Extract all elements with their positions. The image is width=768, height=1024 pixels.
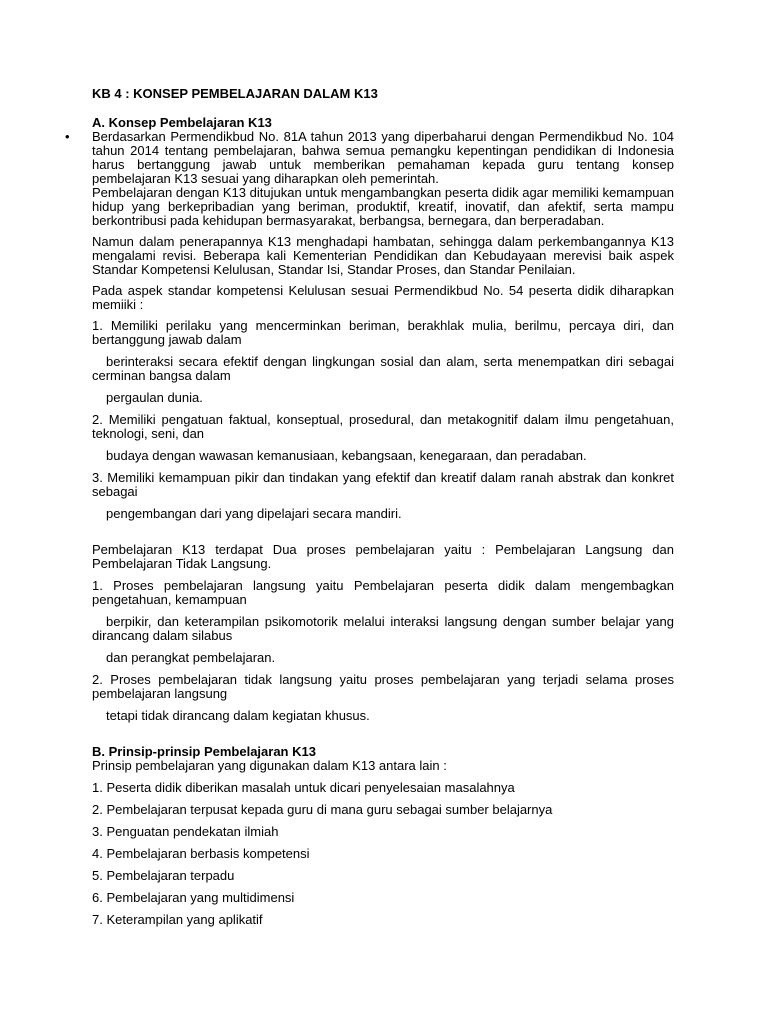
list-item: 6. Pembelajaran yang multidimensi [92,890,295,905]
section-b-heading: B. Prinsip-prinsip Pembelajaran K13 [92,744,316,759]
paragraph: Berdasarkan Permendikbud No. 81A tahun 2013 yang diperbaharui dengan Permendikbud No. 104 tahun 2014 tentang pembelajaran, bahwa semua pemangku kepentingan pendidikan di Indonesia harus bertanggung jawab untuk memberikan pemahaman kepada guru tentang konsep pembelajaran K13 sesuai yang diharapkan oleh pemerintah. [92,129,674,186]
list-item: 2. Proses pembelajaran tidak langsung yaitu proses pembelajaran yang terjadi selama proses pembelajaran langsung [92,672,674,701]
principles-list [92,781,674,927]
list-item: 1. Proses pembelajaran langsung yaitu Pembelajaran peserta didik dalam mengembagkan pengetahuan, kemampuan [92,578,674,607]
list-item: 2. Pembelajaran terpusat kepada guru di mana guru sebagai sumber belajarnya [92,802,553,817]
paragraph: Prinsip pembelajaran yang digunakan dalam K13 antara lain : [92,758,447,773]
list-item-continuation: pergaulan dunia. [106,390,203,405]
list-item-continuation: pengembangan dari yang dipelajari secara mandiri. [106,506,402,521]
list-item: 2. Memiliki pengatuan faktual, konseptual, prosedural, dan metakognitif dalam ilmu pengetahuan, teknologi, seni, dan [92,412,674,441]
list-item-continuation: dan perangkat pembelajaran. [106,650,276,665]
list-item-continuation: tetapi tidak dirancang dalam kegiatan khusus. [106,708,370,723]
list-item: 1. Memiliki perilaku yang mencerminkan beriman, berakhlak mulia, berilmu, percaya diri, dan bertanggung jawab dalam [92,318,674,347]
list-item: 3. Penguatan pendekatan ilmiah [92,824,279,839]
list-item-continuation: berinteraksi secara efektif dengan lingkungan sosial dan alam, serta menempatkan diri sebagai cerminan bangsa dalam [92,354,674,383]
list-item: 7. Keterampilan yang aplikatif [92,912,263,927]
paragraph: Pembelajaran K13 terdapat Dua proses pembelajaran yaitu : Pembelajaran Langsung dan Pembelajaran Tidak Langsung. [92,542,674,571]
section-a-heading: A. Konsep Pembelajaran K13 [92,115,272,130]
bullet-paragraph-block [65,129,674,228]
list-item: 3. Memiliki kemampuan pikir dan tindakan yang efektif dan kreatif dalam ranah abstrak dan konkret sebagai [92,470,674,499]
document-title: KB 4 : KONSEP PEMBELAJARAN DALAM K13 [92,86,378,101]
list-item: 1. Peserta didik diberikan masalah untuk dicari penyelesaian masalahnya [92,780,515,795]
list-item-continuation: budaya dengan wawasan kemanusiaan, kebangsaan, kenegaraan, dan peradaban. [106,448,587,463]
paragraph: Pada aspek standar kompetensi Kelulusan sesuai Permendikbud No. 54 peserta didik diharapkan memiiki : [92,283,674,312]
document-page [65,86,674,935]
list-item: 5. Pembelajaran terpadu [92,868,235,883]
bullet-icon: • [65,129,70,144]
list-item-continuation: berpikir, dan keterampilan psikomotorik melalui interaksi langsung dengan sumber belajar yang dirancang dalam silabus [92,614,674,643]
paragraph: Namun dalam penerapannya K13 menghadapi hambatan, sehingga dalam perkembangannya K13 mengalami revisi. Beberapa kali Kementerian Pendidikan dan Kebudayaan merevisi baik aspek Standar Kompetensi Kelulusan, Standar Isi, Standar Proses, dan Standar Penilaian. [92,234,674,277]
paragraph: Pembelajaran dengan K13 ditujukan untuk mengambangkan peserta didik agar memiliki kemampuan hidup yang berkepribadian yang beriman, produktif, kreatif, inovatif, dan afektif, serta mampu berkontribusi pada kehidupan bermasyarakat, berbangsa, bernegara, dan berperadaban. [92,185,674,228]
list-item: 4. Pembelajaran berbasis kompetensi [92,846,310,861]
